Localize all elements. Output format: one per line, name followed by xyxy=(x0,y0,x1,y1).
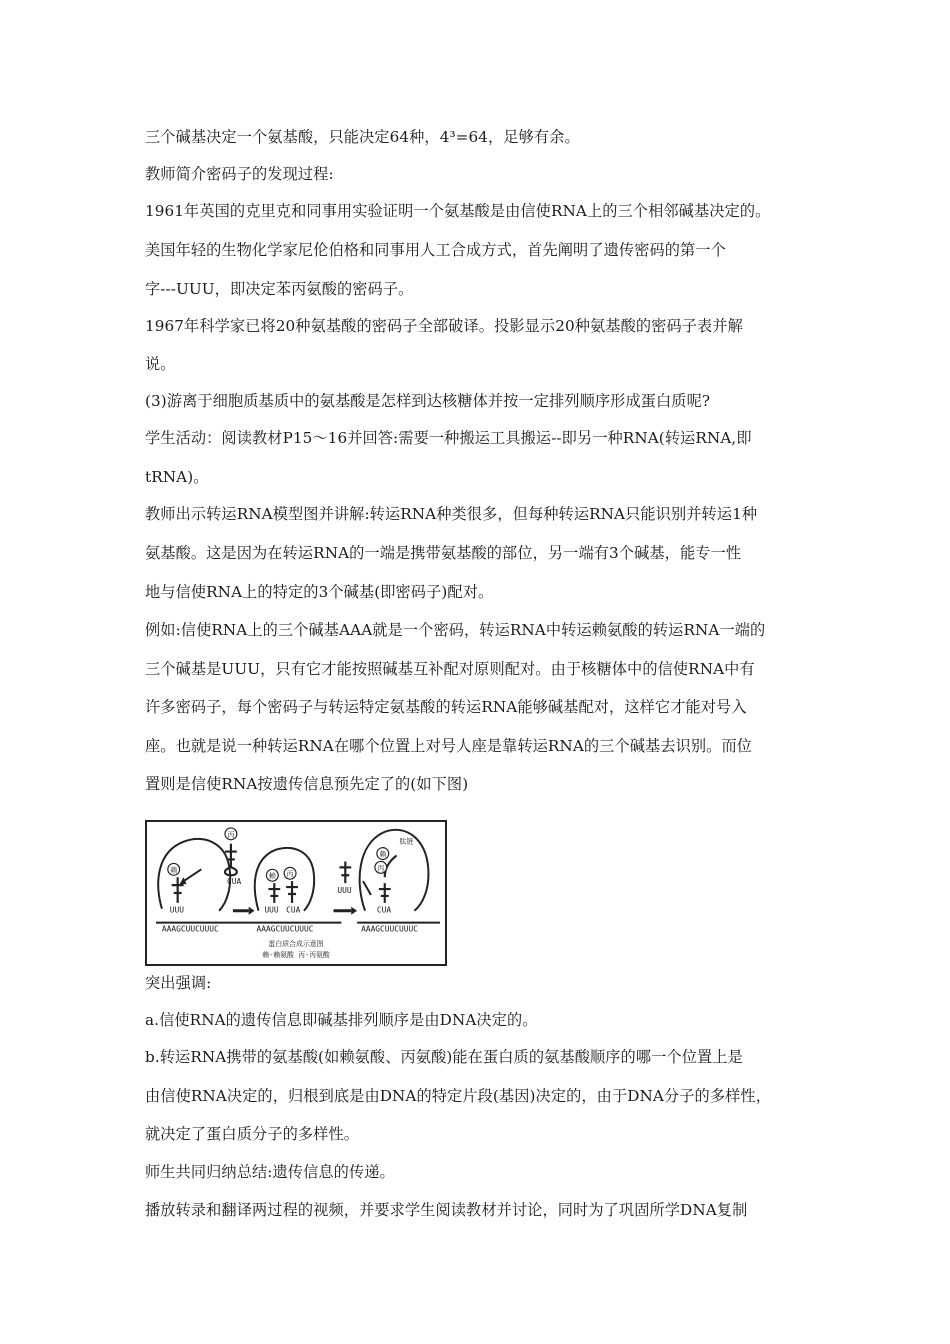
paragraph-line: 学生活动：阅读教材P15～16并回答:需要一种搬运工具搬运--即另一种RNA(转运RNA,即 xyxy=(145,429,752,447)
paragraph-line: 美国年轻的生物化学家尼伦伯格和同事用人工合成方式，首先阐明了遗传密码的第一个 xyxy=(145,241,726,259)
protein-synthesis-figure xyxy=(145,820,447,966)
paragraph-line: a.信使RNA的遗传信息即碱基排列顺序是由DNA决定的。 xyxy=(145,1011,538,1029)
paragraph-line: 教师简介密码子的发现过程: xyxy=(145,165,334,183)
paragraph-line: 1967年科学家已将20种氨基酸的密码子全部破译。投影显示20种氨基酸的密码子表并解 xyxy=(145,317,743,335)
amino-label: 丙 xyxy=(227,830,235,839)
paragraph-line: 突出强调: xyxy=(145,974,212,992)
paragraph-line: 就决定了蛋白质分子的多样性。 xyxy=(145,1125,360,1143)
paragraph-line: 三个碱基决定一个氨基酸，只能决定64种，4³=64，足够有余。 xyxy=(145,128,580,146)
figure-caption: 赖-赖氨酸 丙-丙氨酸 xyxy=(262,951,330,960)
paragraph-line: 氨基酸。这是因为在转运RNA的一端是携带氨基酸的部位，另一端有3个碱基，能专一性 xyxy=(145,544,742,562)
paragraph-line: b.转运RNA携带的氨基酸(如赖氨酸、丙氨酸)能在蛋白质的氨基酸顺序的哪一个位置上是 xyxy=(145,1048,743,1066)
anticodon-label: UUU xyxy=(337,886,352,895)
paragraph-line: tRNA)。 xyxy=(145,468,209,486)
figure-caption: 蛋白质合成示意图 xyxy=(268,940,324,949)
paragraph-line: (3)游离于细胞质基质中的氨基酸是怎样到达核糖体并按一定排列顺序形成蛋白质呢? xyxy=(145,392,711,410)
paragraph-line: 三个碱基是UUU，只有它才能按照碱基互补配对原则配对。由于核糖体中的信使RNA中有 xyxy=(145,660,755,678)
mrna-label: AAAGCUUCUUUC xyxy=(361,924,418,934)
paragraph-line: 字---UUU，即决定苯丙氨酸的密码子。 xyxy=(145,280,414,298)
paragraph-line: 地与信使RNA上的特定的3个碱基(即密码子)配对。 xyxy=(145,583,494,601)
paragraph-line: 座。也就是说一种转运RNA在哪个位置上对号人座是靠转运RNA的三个碱基去识别。而位 xyxy=(145,737,753,755)
paragraph-line: 师生共同归纳总结:遗传信息的传递。 xyxy=(145,1163,395,1181)
paragraph-line: 例如:信使RNA上的三个碱基AAA就是一个密码，转运RNA中转运赖氨酸的转运RNA一端的 xyxy=(145,621,766,639)
paragraph-line: 说。 xyxy=(145,355,176,373)
paragraph-line: 许多密码子，每个密码子与转运特定氨基酸的转运RNA能够碱基配对，这样它才能对号入 xyxy=(145,698,747,716)
amino-label: 赖 xyxy=(170,866,178,875)
amino-label: 赖 xyxy=(379,850,387,859)
anticodon-label: UUU xyxy=(169,905,185,915)
paragraph-line: 由信使RNA决定的，归根到底是由DNA的特定片段(基因)决定的，由于DNA分子的多样性， xyxy=(145,1087,771,1105)
anticodon-label: CUA xyxy=(226,877,242,887)
paragraph-line: 教师出示转运RNA模型图并讲解:转运RNA种类很多，但每种转运RNA只能识别并转运1种 xyxy=(145,505,758,523)
amino-label: 丙 xyxy=(377,864,385,873)
anticodon-label: CUA xyxy=(376,905,392,915)
paragraph-line: 置则是信使RNA按遗传信息预先定了的(如下图) xyxy=(145,775,469,793)
paragraph-line: 播放转录和翻译两过程的视频，并要求学生阅读教材并讨论，同时为了巩固所学DNA复制 xyxy=(145,1201,748,1219)
paragraph-line: 1961年英国的克里克和同事用实验证明一个氨基酸是由信使RNA上的三个相邻碱基决定的。 xyxy=(145,202,771,220)
mrna-label: AAAGCUUCUUUC xyxy=(256,924,314,934)
amino-label: 赖 xyxy=(268,872,276,881)
anticodon-label: CUA xyxy=(286,905,301,915)
anticodon-label: UUU xyxy=(264,905,279,915)
amino-label: 丙 xyxy=(286,870,294,879)
peptide-label: 肽链 xyxy=(399,837,414,846)
mrna-label: AAAGCUUCUUUC xyxy=(161,924,219,934)
